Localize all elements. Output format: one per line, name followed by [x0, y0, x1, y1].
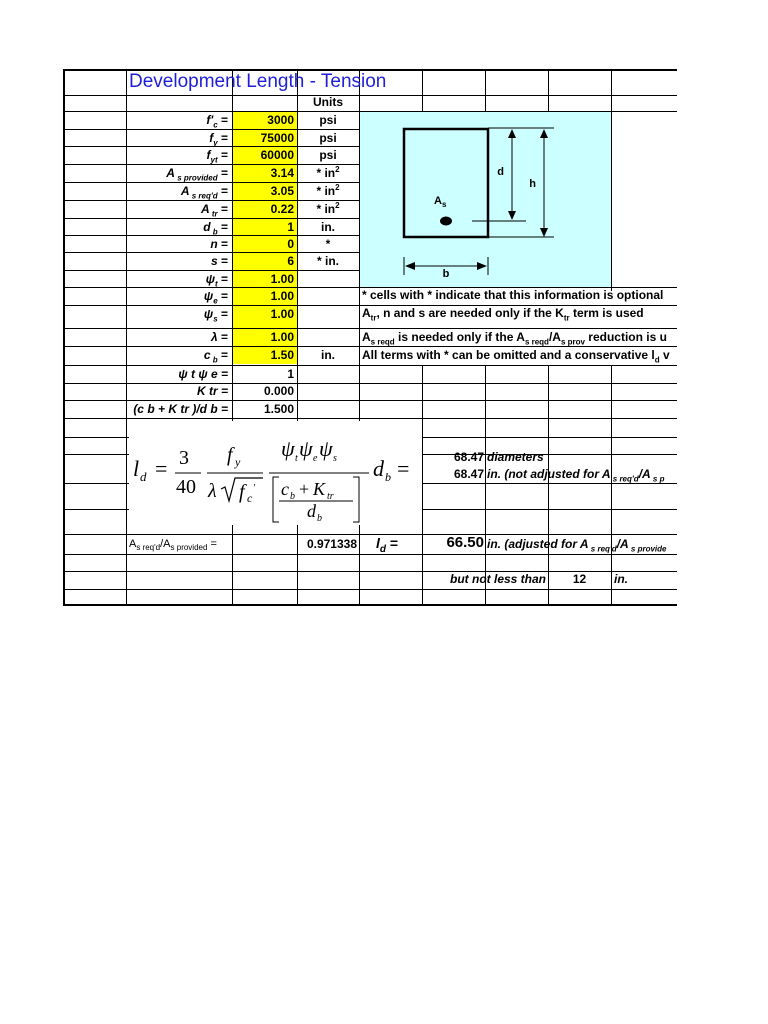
ld-unit-label: in. (adjusted for A $_{s req'd}$/A $_{s provide}$ [487, 537, 667, 554]
unadjusted-length-value: 68.47 [453, 467, 484, 481]
input-unit: * $in^2$ [316, 201, 340, 216]
svg-text:3: 3 [179, 447, 189, 469]
input-value[interactable]: 6 [287, 254, 294, 268]
input-value[interactable]: 1.00 [270, 307, 294, 321]
as-label: A [434, 195, 442, 207]
h-label: h [529, 178, 536, 190]
svg-text:b: b [385, 470, 391, 484]
derived-label: ψ t ψ e = [178, 367, 228, 381]
input-unit: * [325, 237, 331, 251]
svg-text:ψ: ψ [319, 436, 333, 461]
note-conservative: All terms with * can be omitted and a conservative $l_d$ v [362, 348, 670, 365]
svg-text:=: = [155, 456, 168, 481]
svg-text:K: K [313, 479, 326, 499]
svg-text:f: f [227, 444, 233, 466]
development-length-formula [129, 421, 422, 525]
input-unit: in. [321, 220, 335, 234]
note-ktr: $A_{tr}$, n and s are needed only if the $K_{tr}$ term is used [362, 306, 644, 323]
ld-value: 66.50 [446, 534, 484, 551]
svg-text:b: b [290, 491, 295, 502]
input-unit: psi [319, 131, 337, 145]
svg-text:As: $A_s$ [434, 195, 447, 209]
derived-value: 0.000 [263, 384, 294, 398]
spreadsheet [63, 69, 677, 606]
input-label: A $_{s req'd}$ = [180, 184, 228, 201]
svg-text:l: l [133, 456, 140, 481]
input-label: c $_b$ = [203, 348, 228, 365]
note-optional: * cells with * indicate that this information is optional [362, 288, 664, 302]
derived-value: 1.500 [263, 402, 294, 416]
input-unit: * $in^2$ [316, 165, 340, 180]
input-unit: psi [319, 113, 337, 127]
svg-text:t: t [295, 453, 298, 464]
input-label: λ = [210, 330, 228, 344]
derived-label: K tr = [196, 384, 228, 398]
svg-text:d: d [373, 456, 384, 481]
input-value[interactable]: 0.22 [270, 202, 294, 216]
svg-text:d: d [140, 469, 147, 484]
svg-text:d: d [307, 501, 316, 521]
input-value[interactable]: 0 [287, 237, 294, 251]
input-label: $f'_c$ = [206, 113, 228, 130]
svg-text:ψ: ψ [281, 436, 295, 461]
area-ratio-value: 0.971338 [306, 537, 357, 551]
input-value[interactable]: 1 [287, 220, 294, 234]
minimum-length-value: 12 [572, 572, 587, 586]
input-label: A $_{s provided}$ = [166, 166, 228, 183]
input-unit: * $in^2$ [316, 183, 340, 198]
rebar-dot [440, 217, 452, 226]
input-label: n = [210, 237, 228, 251]
input-label: $\psi_e$ = [203, 289, 228, 306]
diameters-value: 68.47 [453, 450, 484, 464]
unadjusted-length-label: in. (not adjusted for A $_{s req'd}$/A $_{s p}$ [487, 467, 665, 484]
svg-text:40: 40 [176, 476, 196, 498]
b-label: b [442, 268, 450, 280]
svg-text:λ: λ [208, 480, 217, 502]
derived-label: (c b + K tr )/d b = [133, 402, 228, 416]
svg-text:+: + [299, 479, 310, 499]
input-value[interactable]: 3000 [267, 113, 294, 127]
svg-text:f: f [239, 481, 245, 503]
area-ratio-label: $A_{s req'd}/A_{s provided}$ = [129, 538, 217, 553]
beam-section-diagram [360, 112, 611, 287]
minimum-length-label: but not less than [450, 572, 546, 586]
input-label: $f_y$ = [209, 131, 228, 148]
svg-text:c: c [281, 479, 289, 499]
input-label: A $_{tr}$ = [200, 202, 228, 219]
input-label: $f_{yt}$ = [206, 148, 228, 165]
input-label: s = [210, 254, 228, 268]
svg-text:=: = [397, 456, 410, 481]
input-unit: psi [319, 148, 337, 162]
ld-label: $l_d$ = [376, 535, 399, 555]
svg-text:e: e [313, 453, 318, 464]
input-value[interactable]: 1.00 [270, 272, 294, 286]
note-asreqd: $A_{s reqd}$ is needed only if the $A_{s reqd}/A_{s prov}$ reduction is u [362, 330, 667, 347]
d-label: d [497, 166, 504, 178]
input-value[interactable]: 60000 [260, 148, 294, 162]
sheet-title: Development Length - Tension [129, 71, 387, 92]
input-label: $\psi_t$ = [205, 272, 228, 289]
input-value[interactable]: 75000 [260, 131, 294, 145]
input-unit: in. [321, 348, 335, 362]
input-unit: * in. [316, 254, 339, 268]
derived-value: 1 [287, 367, 294, 381]
input-label: d $_b$ = [203, 220, 228, 237]
input-value[interactable]: 3.14 [270, 166, 294, 180]
svg-text:c: c [247, 491, 253, 505]
input-value[interactable]: 1.00 [270, 289, 294, 303]
svg-text:tr: tr [327, 491, 334, 502]
svg-text:s: s [333, 453, 337, 464]
input-value[interactable]: 1.50 [270, 348, 294, 362]
input-label: $\psi_s$ = [203, 307, 228, 324]
svg-text:b: b [317, 513, 322, 524]
minimum-length-unit: in. [614, 572, 628, 586]
input-value[interactable]: 1.00 [270, 330, 294, 344]
diameters-label: diameters [487, 450, 544, 464]
svg-text:': ' [253, 483, 256, 494]
units-header: Units [313, 95, 343, 109]
svg-text:y: y [235, 455, 241, 469]
input-value[interactable]: 3.05 [270, 184, 294, 198]
svg-text:ψ: ψ [299, 436, 313, 461]
